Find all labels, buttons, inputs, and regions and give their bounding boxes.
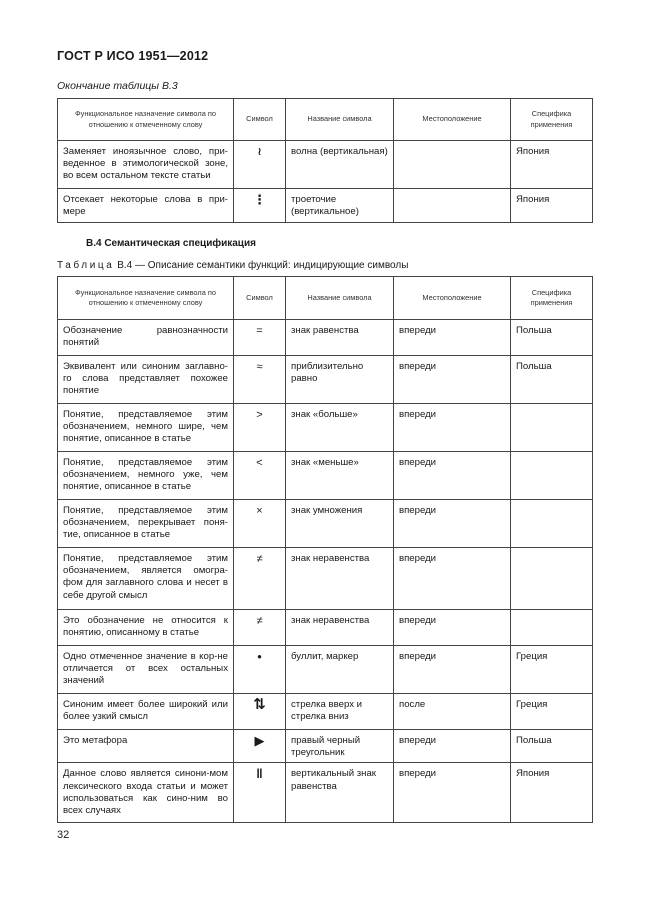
specifics-cell: Япония <box>511 189 593 223</box>
name-cell: буллит, маркер <box>286 646 394 694</box>
func-cell: Данное слово является синони-мом лексического входа статьи и может использоваться как сино-ним во всех случаях <box>58 763 234 823</box>
specifics-cell: Польша <box>511 356 593 404</box>
col-header-name: Название символа <box>286 99 394 141</box>
symbol-cell: ≠ <box>234 610 286 646</box>
symbol-cell: ⇅ <box>234 694 286 730</box>
table-row <box>58 610 593 646</box>
func-cell: Это метафора <box>58 730 234 763</box>
location-cell: впереди <box>394 548 511 610</box>
table-row <box>58 694 593 730</box>
document-header: ГОСТ Р ИСО 1951—2012 <box>57 49 209 63</box>
col-header-func: Функциональное назначение символа по отношению к отмеченному слову <box>58 277 234 320</box>
symbol-cell: = <box>234 320 286 356</box>
symbol-cell: ● <box>234 646 286 694</box>
symbol-cell: ≠ <box>234 548 286 610</box>
func-cell: Понятие, представляемое этим обозначением, перекрывает поня-тие, описанное в статье <box>58 500 234 548</box>
location-cell <box>394 189 511 223</box>
table-row <box>58 404 593 452</box>
func-cell: Заменяет иноязычное слово, при-веденное в этимологической зоне, во всем остальном тексте статьи <box>58 141 234 189</box>
name-cell: правый черный треугольник <box>286 730 394 763</box>
symbol-cell: × <box>234 500 286 548</box>
specifics-cell: Греция <box>511 646 593 694</box>
func-cell: Эквивалент или синоним заглавно-го слова представляет похожее понятие <box>58 356 234 404</box>
name-cell: знак «меньше» <box>286 452 394 500</box>
table-row <box>58 500 593 548</box>
name-cell: волна (вертикальная) <box>286 141 394 189</box>
location-cell: впереди <box>394 356 511 404</box>
location-cell: впереди <box>394 404 511 452</box>
col-header-location: Местоположение <box>394 99 511 141</box>
name-cell: знак «больше» <box>286 404 394 452</box>
table-row <box>58 320 593 356</box>
col-header-func: Функциональное назначение символа по отношению к отмеченному слову <box>58 99 234 141</box>
name-cell: троеточие (вертикальное) <box>286 189 394 223</box>
symbol-cell: ≈ <box>234 356 286 404</box>
col-header-symbol: Символ <box>234 99 286 141</box>
specifics-cell <box>511 548 593 610</box>
table1-caption: Окончание таблицы В.3 <box>57 80 178 92</box>
table2-caption-prefix: Таблица <box>57 260 115 271</box>
specifics-cell: Япония <box>511 141 593 189</box>
location-cell: после <box>394 694 511 730</box>
name-cell: знак равенства <box>286 320 394 356</box>
specifics-cell: Япония <box>511 763 593 823</box>
col-header-location: Местоположение <box>394 277 511 320</box>
specifics-cell: Греция <box>511 694 593 730</box>
table-b4 <box>57 276 593 823</box>
func-cell: Понятие, представляемое этим обозначением, немного уже, чем понятие, описанное в статье <box>58 452 234 500</box>
specifics-cell <box>511 500 593 548</box>
symbol-cell: ▶ <box>234 730 286 763</box>
func-cell: Понятие, представляемое этим обозначением, является омогра-фом для заглавного слова и несет в себе другой смысл <box>58 548 234 610</box>
col-header-symbol: Символ <box>234 277 286 320</box>
specifics-cell <box>511 452 593 500</box>
name-cell: знак умножения <box>286 500 394 548</box>
table-row <box>58 548 593 610</box>
specifics-cell: Польша <box>511 320 593 356</box>
location-cell: впереди <box>394 610 511 646</box>
symbol-cell: > <box>234 404 286 452</box>
location-cell: впереди <box>394 452 511 500</box>
location-cell: впереди <box>394 320 511 356</box>
table-row <box>58 646 593 694</box>
table2-caption <box>57 260 408 271</box>
symbol-cell: ≀ <box>234 141 286 189</box>
col-header-name: Название символа <box>286 277 394 320</box>
func-cell: Понятие, представляемое этим обозначением, немного шире, чем понятие, описанное в статье <box>58 404 234 452</box>
func-cell: Одно отмеченное значение в кор-не отличается от всех остальных значений <box>58 646 234 694</box>
name-cell: знак неравенства <box>286 548 394 610</box>
table-row <box>58 356 593 404</box>
table-row <box>58 452 593 500</box>
table-row <box>58 730 593 763</box>
col-header-specifics: Специфика применения <box>511 99 593 141</box>
table-row <box>58 141 593 189</box>
location-cell: впереди <box>394 500 511 548</box>
name-cell: вертикальный знак равенства <box>286 763 394 823</box>
symbol-cell: ‖ <box>234 763 286 823</box>
section-title: В.4 Семантическая спецификация <box>86 238 256 249</box>
table-row <box>58 189 593 223</box>
func-cell: Это обозначение не относится к понятию, описанному в статье <box>58 610 234 646</box>
location-cell: впереди <box>394 730 511 763</box>
symbol-cell: ⋮ <box>234 189 286 223</box>
name-cell: приблизительно равно <box>286 356 394 404</box>
col-header-specifics: Специфика применения <box>511 277 593 320</box>
page-number: 32 <box>57 829 70 841</box>
func-cell: Отсекает некоторые слова в при-мере <box>58 189 234 223</box>
location-cell <box>394 141 511 189</box>
table-row <box>58 763 593 823</box>
table-b3-end <box>57 98 593 223</box>
specifics-cell <box>511 404 593 452</box>
specifics-cell <box>511 610 593 646</box>
func-cell: Обозначение равнозначности понятий <box>58 320 234 356</box>
name-cell: знак неравенства <box>286 610 394 646</box>
specifics-cell: Польша <box>511 730 593 763</box>
location-cell: впереди <box>394 646 511 694</box>
name-cell: стрелка вверх и стрелка вниз <box>286 694 394 730</box>
table2-caption-rest: В.4 — Описание семантики функций: индицирующие символы <box>117 260 409 271</box>
func-cell: Синоним имеет более широкий или более узкий смысл <box>58 694 234 730</box>
location-cell: впереди <box>394 763 511 823</box>
symbol-cell: < <box>234 452 286 500</box>
